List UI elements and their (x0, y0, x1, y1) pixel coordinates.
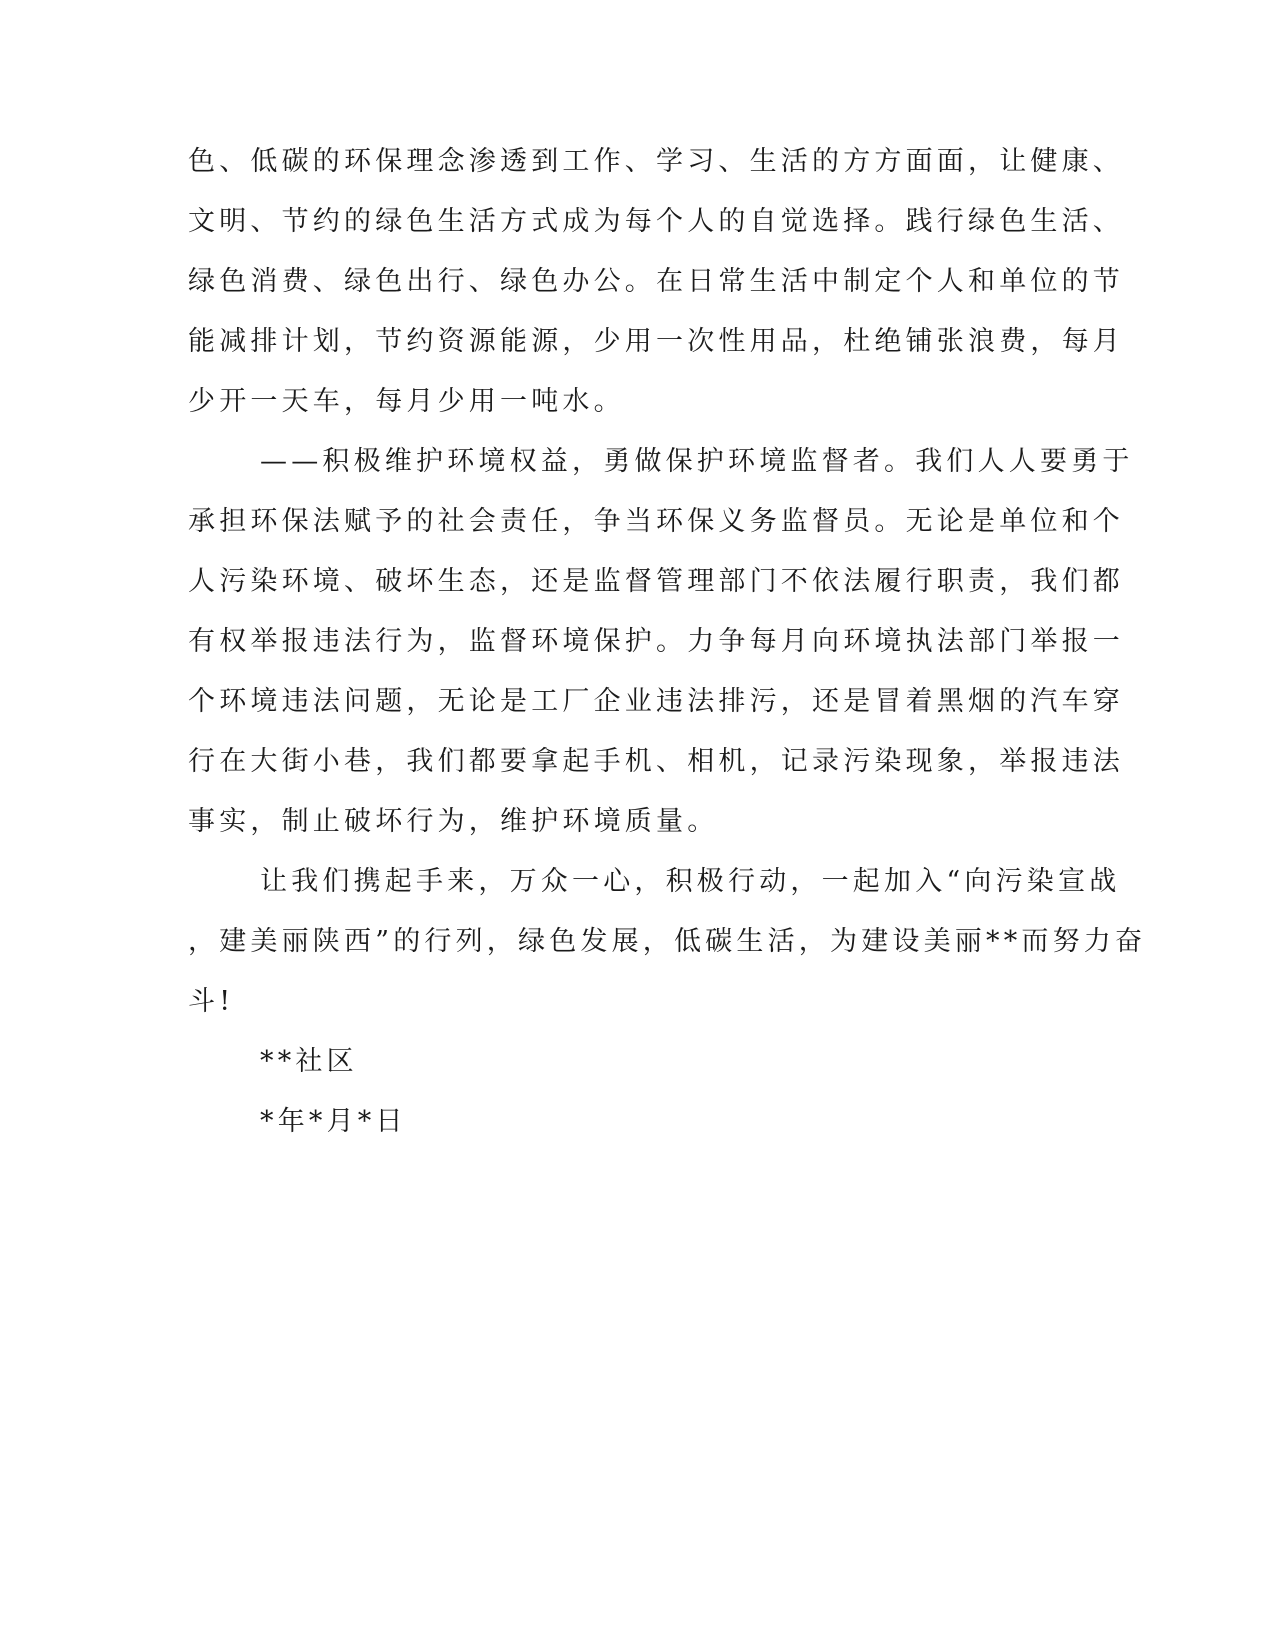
document-body (188, 132, 1147, 1152)
date: *年*月*日 (260, 1106, 407, 1137)
text-line: 让我们携起手来，万众一心，积极行动，一起加入“向污染宣战 (260, 866, 1121, 897)
text-line: 有权举报违法行为，监督环境保护。力争每月向环境执法部门举报一 (188, 626, 1124, 657)
text-line: ——积极维护环境权益，勇做保护环境监督者。我们人人要勇于 (260, 446, 1134, 477)
paragraph-environmental-rights (188, 432, 1134, 852)
text-line: 文明、节约的绿色生活方式成为每个人的自觉选择。践行绿色生活、 (188, 206, 1124, 237)
paragraph-closing-call (188, 852, 1147, 1032)
text-line: 斗! (188, 986, 235, 1017)
text-line: 能减排计划，节约资源能源，少用一次性用品，杜绝铺张浪费，每月 (188, 326, 1124, 357)
text-line: 少开一天车，每月少用一吨水。 (188, 386, 625, 417)
text-line: 色、低碳的环保理念渗透到工作、学习、生活的方方面面，让健康、 (188, 146, 1124, 177)
text-line: ，建美丽陕西”的行列，绿色发展，低碳生活，为建设美丽**而努力奋 (188, 926, 1147, 957)
text-line: 事实，制止破坏行为，维护环境质量。 (188, 806, 719, 837)
signature: **社区 (260, 1046, 358, 1077)
text-line: 绿色消费、绿色出行、绿色办公。在日常生活中制定个人和单位的节 (188, 266, 1124, 297)
text-line: 个环境违法问题，无论是工厂企业违法排污，还是冒着黑烟的汽车穿 (188, 686, 1124, 717)
text-line: 承担环保法赋予的社会责任，争当环保义务监督员。无论是单位和个 (188, 506, 1124, 537)
text-line: 人污染环境、破坏生态，还是监督管理部门不依法履行职责，我们都 (188, 566, 1124, 597)
paragraph-green-lifestyle (188, 132, 1124, 432)
text-line: 行在大街小巷，我们都要拿起手机、相机，记录污染现象，举报违法 (188, 746, 1124, 777)
